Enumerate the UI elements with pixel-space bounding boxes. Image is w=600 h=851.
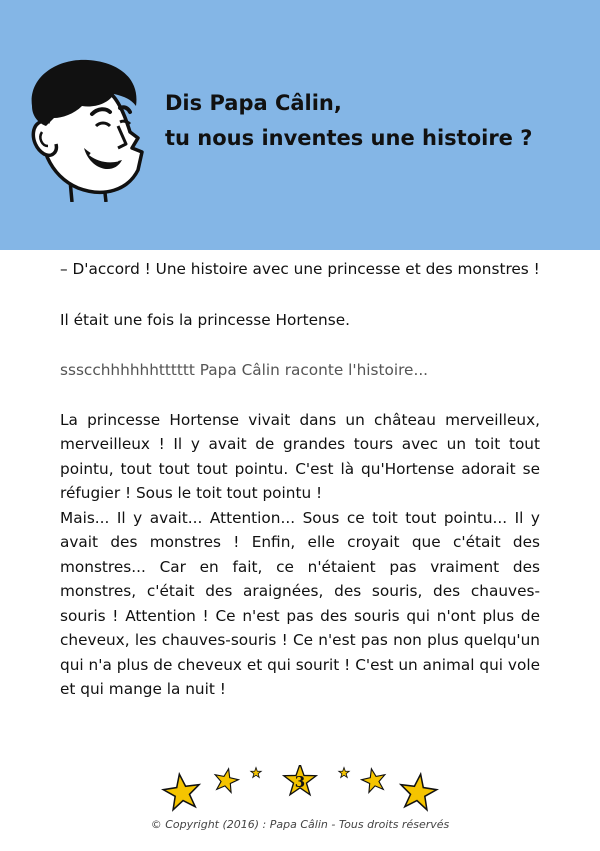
story-paragraph-2: Mais... Il y avait... Attention... Sous ce toit tout pointu... Il y avait des monstres ! Enfin, elle croyait que c'était des monstres... Car en fait, ce n'étaient pas vraiment des monstres, c'était des araignées, des souris, des chauves-souris ! Attention ! Ce n'est pas des souris qui n'ont plus de cheveux, les chauves-souris ! Ce n'est pas non plus quelqu'un qui n'a plus de cheveux et qui sourit ! C'est un animal qui vole et qui mange la nuit ! bbox=[60, 508, 540, 698]
story-paragraph-1: La princesse Hortense vivait dans un château merveilleux, merveilleux ! Il y avait de grandes tours avec un toit tout pointu, tout tout tout pointu. C'est là qu'Hortense adorait se réfugier ! Sous le toit tout pointu ! bbox=[60, 410, 540, 502]
star-icon bbox=[398, 772, 439, 811]
header-banner bbox=[0, 0, 600, 250]
star-icon bbox=[161, 772, 202, 811]
intro-line: – D'accord ! Une histoire avec une princesse et des monstres ! bbox=[60, 260, 540, 278]
stars-page-ornament bbox=[160, 765, 440, 815]
star-icon bbox=[339, 768, 349, 778]
story-text bbox=[60, 257, 540, 702]
star-icon bbox=[251, 768, 261, 778]
page-title bbox=[165, 86, 585, 156]
page-number: 3 bbox=[294, 773, 306, 791]
copyright-notice: © Copyright (2016) : Papa Câlin - Tous droits réservés bbox=[150, 818, 450, 831]
title-line-1: Dis Papa Câlin, bbox=[165, 91, 342, 115]
papa-calin-face-icon bbox=[22, 52, 162, 202]
star-icon bbox=[212, 766, 240, 793]
star-icon bbox=[360, 766, 388, 793]
once-upon-line: Il était une fois la princesse Hortense. bbox=[60, 310, 350, 329]
title-line-2: tu nous inventes une histoire ? bbox=[165, 126, 533, 150]
narrator-line: ssscchhhhhhtttttt Papa Câlin raconte l'histoire... bbox=[60, 361, 429, 379]
